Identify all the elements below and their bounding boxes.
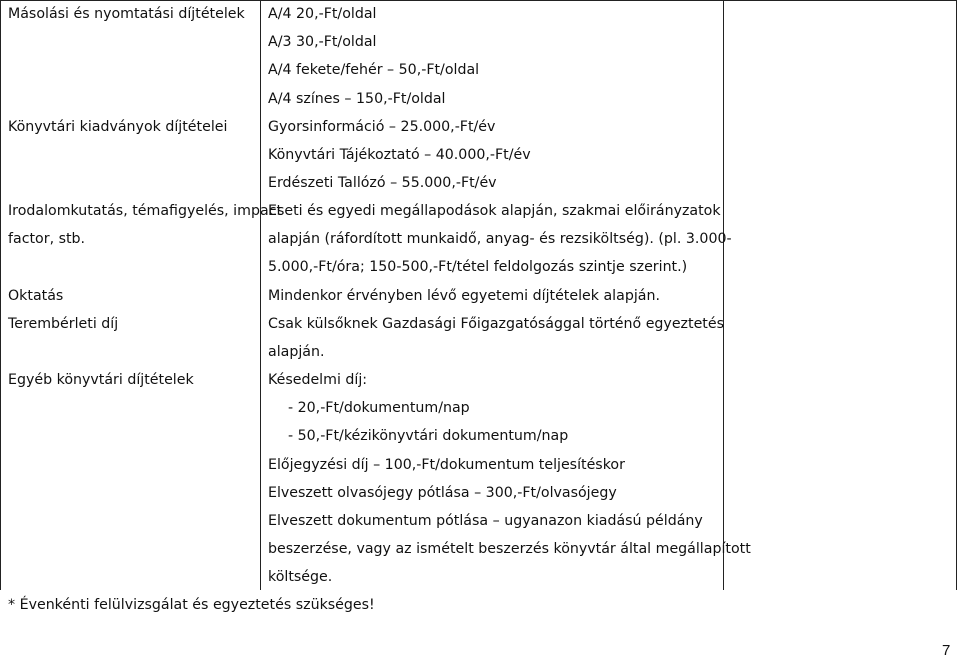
row-value — [268, 197, 732, 282]
row-value — [268, 282, 660, 310]
row-value-line: Elveszett dokumentum pótlása – ugyanazon kiadású példány — [268, 512, 703, 529]
row-value-line: alapján (ráfordított munkaidő, anyag- és rezsiköltség). (pl. 3.000- — [268, 231, 732, 248]
row-label-line: factor, stb. — [8, 231, 86, 248]
row-label-line: Irodalomkutatás, témafigyelés, impact — [8, 203, 283, 219]
row-value-line: Elveszett olvasójegy pótlása – 300,-Ft/olvasójegy — [268, 484, 617, 501]
row-value-line: költsége. — [268, 569, 333, 586]
row-label — [8, 113, 227, 141]
row-value-line: Erdészeti Tallózó – 55.000,-Ft/év — [268, 175, 497, 192]
row-value-line: alapján. — [268, 344, 325, 361]
row-value-line: Előjegyzési díj – 100,-Ft/dokumentum teljesítéskor — [268, 456, 625, 473]
row-value-line: A/4 fekete/fehér – 50,-Ft/oldal — [268, 62, 480, 79]
row-label — [8, 282, 63, 310]
row-value-line: 5.000,-Ft/óra; 150-500,-Ft/tétel feldolgozás szintje szerint.) — [268, 259, 688, 276]
row-value-line: Gyorsinformáció – 25.000,-Ft/év — [268, 119, 496, 135]
row-label-line: Terembérleti díj — [8, 316, 119, 332]
column-divider — [260, 0, 261, 590]
row-label-line: Könyvtári kiadványok díjtételei — [8, 119, 228, 135]
page-number: 7 — [942, 642, 951, 659]
row-value — [268, 310, 724, 366]
row-value-line: Eseti és egyedi megállapodások alapján, szakmai előirányzatok — [268, 203, 721, 219]
row-value-line: A/4 20,-Ft/oldal — [268, 6, 377, 22]
row-value-line: A/4 színes – 150,-Ft/oldal — [268, 90, 446, 107]
row-label — [8, 197, 282, 253]
row-label-line: Egyéb könyvtári díjtételek — [8, 372, 194, 388]
row-value-line: A/3 30,-Ft/oldal — [268, 34, 377, 51]
row-value-line: Késedelmi díj: — [268, 372, 368, 388]
row-label — [8, 0, 245, 28]
footnote: * Évenkénti felülvizsgálat és egyeztetés szükséges! — [8, 597, 375, 613]
row-value-line: - 50,-Ft/kézikönyvtári dokumentum/nap — [288, 428, 569, 445]
row-value — [268, 0, 479, 113]
row-value — [268, 366, 751, 592]
row-label — [8, 310, 118, 338]
row-value — [268, 113, 531, 198]
row-value-line: Könyvtári Tájékoztató – 40.000,-Ft/év — [268, 147, 531, 164]
row-label-line: Másolási és nyomtatási díjtételek — [8, 6, 245, 22]
row-value-line: beszerzése, vagy az ismételt beszerzés könyvtár által megállapított — [268, 541, 751, 558]
row-value-line: Csak külsőknek Gazdasági Főigazgatósággal történő egyeztetés — [268, 316, 724, 332]
row-value-line: Mindenkor érvényben lévő egyetemi díjtételek alapján. — [268, 288, 660, 304]
row-label — [8, 366, 194, 394]
row-label-line: Oktatás — [8, 288, 64, 304]
row-value-line: - 20,-Ft/dokumentum/nap — [288, 400, 470, 417]
